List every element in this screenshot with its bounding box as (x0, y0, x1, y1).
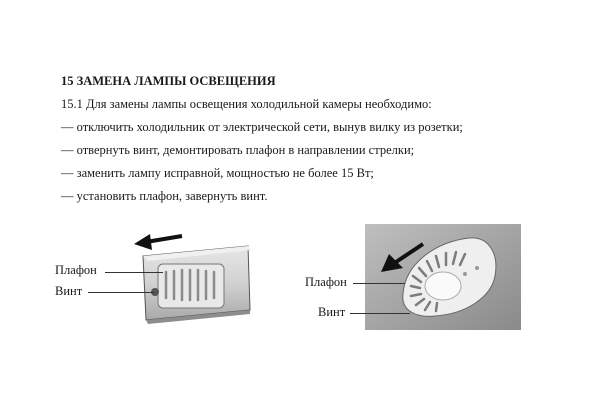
label-cover-left: Плафон (55, 263, 97, 277)
figure-right (365, 224, 521, 330)
step-disconnect: — отключить холодильник от электрической сети, вынув вилку из розетки; (61, 120, 463, 134)
step-replace-lamp: — заменить лампу исправной, мощностью не более 15 Вт; (61, 166, 374, 180)
label-screw-right: Винт (318, 305, 346, 319)
step-install-cover: — установить плафон, завернуть винт. (61, 189, 268, 203)
label-cover-right: Плафон (305, 275, 347, 289)
step-remove-cover: — отвернуть винт, демонтировать плафон в направлении стрелки; (61, 143, 415, 157)
section-heading: 15 ЗАМЕНА ЛАМПЫ ОСВЕЩЕНИЯ (61, 74, 276, 88)
intro-line: 15.1 Для замены лампы освещения холодильной камеры необходимо: (61, 97, 432, 111)
figure-left (118, 228, 258, 328)
label-screw-left: Винт (55, 284, 83, 298)
lamp-cover-bottom-illustration (365, 224, 521, 330)
lamp-cover-side-illustration (118, 228, 258, 328)
leader-screw-left (88, 292, 154, 293)
leader-cover-right (353, 283, 405, 284)
leader-screw-right (350, 313, 410, 314)
leader-cover-left (105, 272, 163, 273)
